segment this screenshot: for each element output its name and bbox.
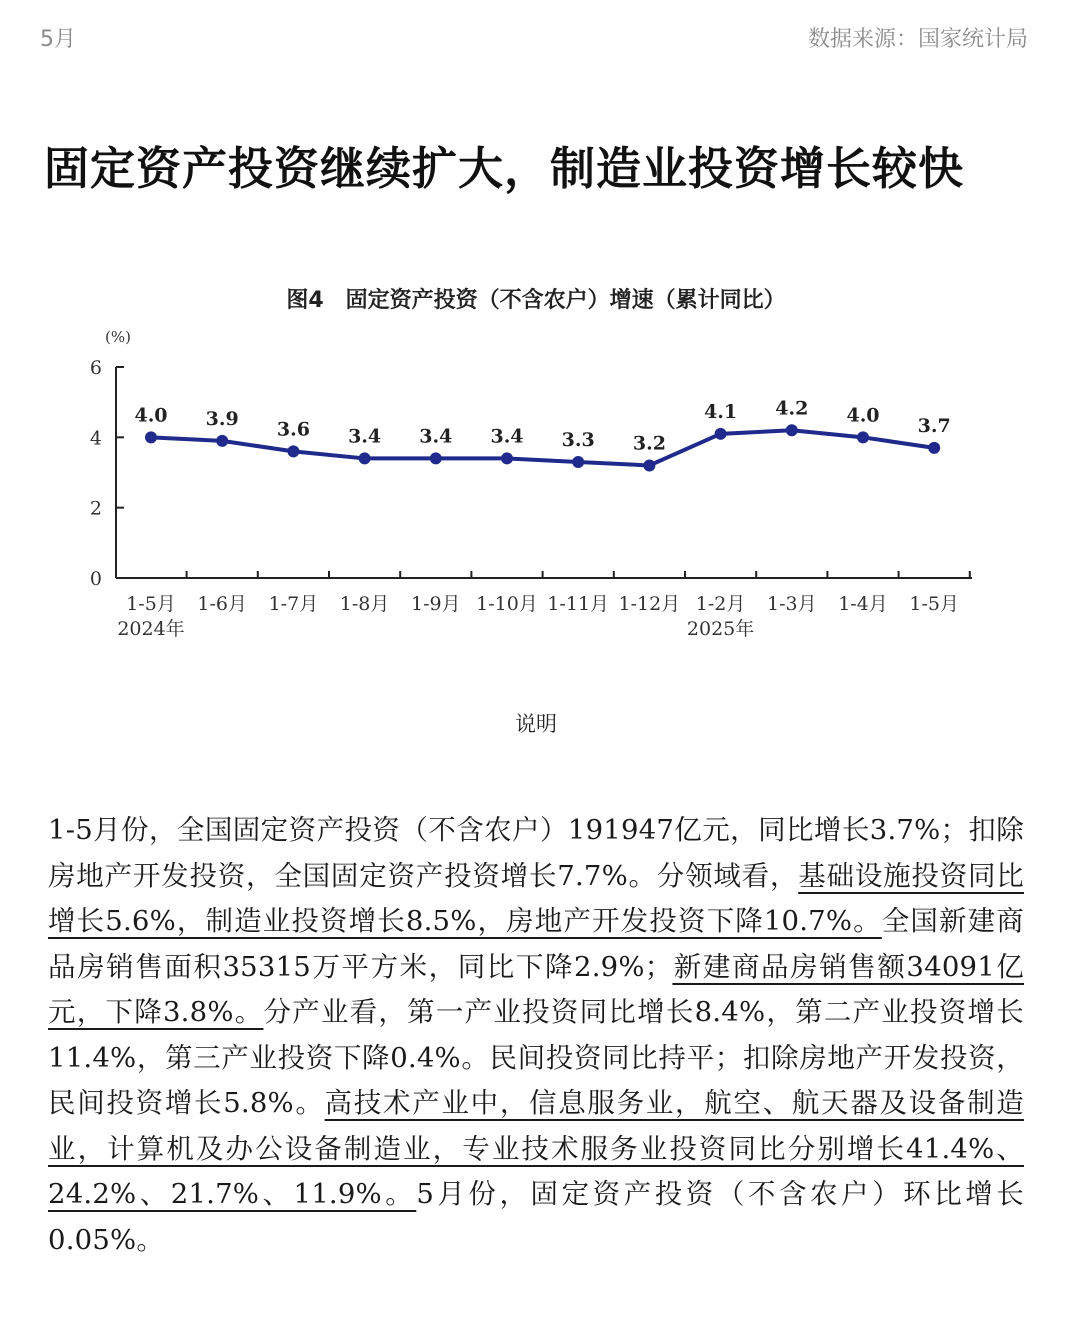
data-point [501,452,513,464]
x-tick-label: 1-8月 [339,593,390,615]
data-point [857,431,869,443]
y-axis-unit-label: (%) [105,328,131,346]
y-tick-label: 4 [89,427,102,450]
x-tick-label: 1-3月 [766,593,817,615]
chart-caption: 说明 [515,712,557,736]
data-label: 3.4 [419,425,453,448]
x-tick-label: 1-4月 [838,593,888,615]
body-text-4: 5月份，固定资产投资（不含农户）环比增长0.05%。 [48,1178,1025,1256]
data-label: 4.0 [846,404,880,427]
month-label: 5月 [40,27,76,52]
data-label: 4.0 [134,404,168,427]
page-title: 固定资产投资继续扩大，制造业投资增长较快 [44,142,965,195]
data-point [715,428,727,440]
x-tick-label: 1-6月 [197,593,248,615]
x-tick-label: 1-5月 [126,593,176,615]
x-year-label: 2024年 [117,618,185,640]
body-text-1: 1-5月份，全国固定资产投资（不含农户）191947亿元，同比增长3.7%；扣除房地产开发投资，全国固定资产投资增长7.7%。分领域看， [48,814,1024,892]
x-tick-label: 1-2月 [695,593,746,615]
data-point [287,445,299,457]
data-label: 3.3 [561,428,595,451]
article-body [48,808,1024,1263]
x-tick-label: 1-7月 [268,593,319,615]
data-label: 4.1 [704,400,738,423]
series-line [151,430,934,465]
data-point [786,424,798,436]
x-tick-label: 1-9月 [410,593,461,615]
x-tick-label: 1-10月 [476,593,538,615]
data-label: 3.4 [348,425,382,448]
body-text-3: 分产业看，第一产业投资同比增长8.4%，第二产业投资增长11.4%，第三产业投资下降0.4%。民间投资同比持平；扣除房地产开发投资，民间投资增长5.8%。 [48,996,1024,1119]
data-point [359,452,371,464]
y-tick-label: 0 [89,568,102,590]
x-tick-label: 1-5月 [909,593,960,615]
x-tick-label: 1-11月 [547,593,610,615]
line-chart [0,270,1072,670]
chart-title: 图4 固定资产投资（不含农户）增速（累计同比） [286,288,786,313]
data-label: 3.2 [632,432,666,455]
data-label: 3.7 [917,414,951,437]
data-point [928,442,940,454]
body-highlight-2: 新建商品房销售额34091亿元，下降3.8%。 [48,950,1024,1028]
body-text-2: 全国新建商品房销售面积35315万平方米，同比下降2.9%； [48,905,1025,983]
x-year-label: 2025年 [686,618,755,640]
data-label: 3.9 [205,407,239,430]
top-bar [40,22,1028,54]
data-source-label: 数据来源：国家统计局 [807,27,1028,52]
data-point [216,435,228,447]
body-highlight-1: 基础设施投资同比增长5.6%，制造业投资增长8.5%，房地产开发投资下降10.7%。 [48,859,1024,937]
data-label: 3.6 [276,418,310,441]
data-label: 4.2 [775,397,809,420]
y-tick-label: 2 [89,497,102,520]
x-tick-label: 1-12月 [618,593,681,615]
data-point [572,456,584,468]
data-label: 3.4 [490,425,524,448]
data-point [430,452,442,464]
body-highlight-3: 高技术产业中，信息服务业，航空、航天器及设备制造业，计算机及办公设备制造业，专业技术服务业投资同比分别增长41.4%、24.2%、21.7%、11.9%。 [48,1087,1024,1210]
data-point [145,431,157,443]
y-tick-label: 6 [89,357,102,379]
data-point [643,459,655,471]
